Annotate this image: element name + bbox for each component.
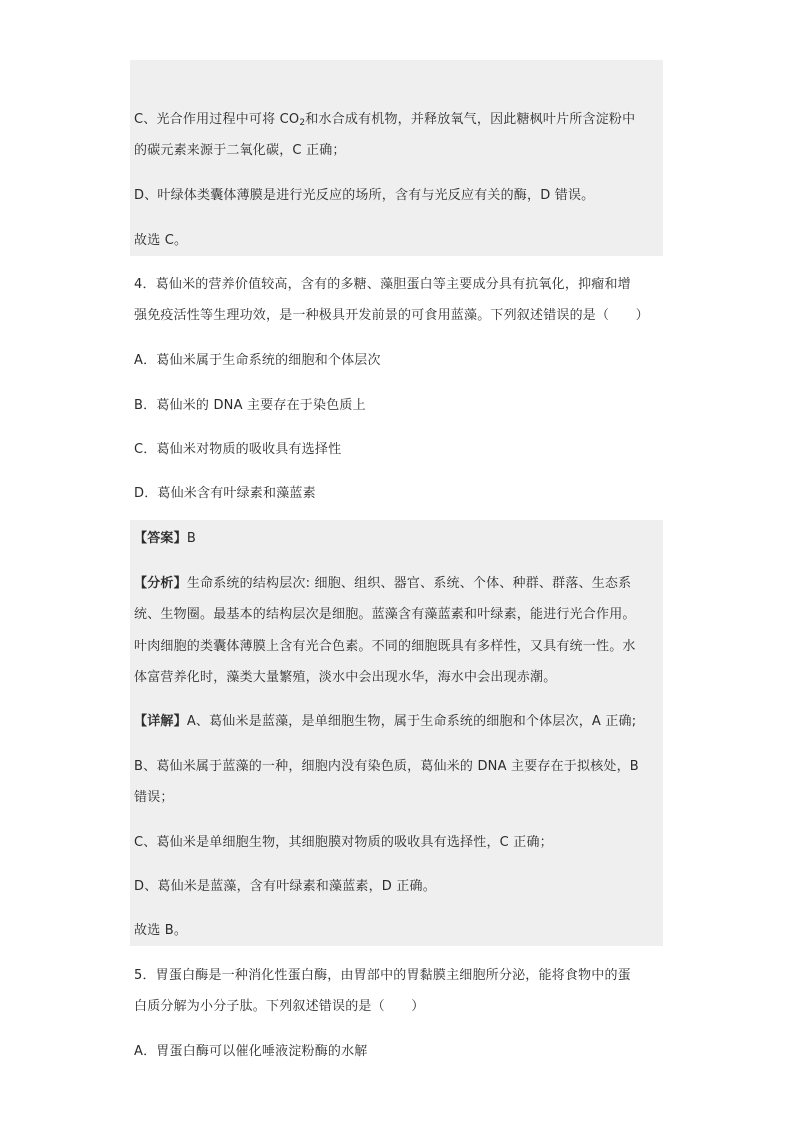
q5-option-a: A．胃蛋白酶可以催化唾液淀粉酶的水解 <box>134 1044 368 1059</box>
q4-analysis-line4: 体富营养化时，藻类大量繁殖，淡水中会出现水华，海水中会出现赤潮。 <box>134 670 557 685</box>
q3-detail-d-line: D、叶绿体类囊体薄膜是进行光反应的场所，含有与光反应有关的酶，D 错误。 <box>134 188 595 203</box>
q4-detail-a-line <box>134 714 636 730</box>
q4-option-a: A．葛仙米属于生命系统的细胞和个体层次 <box>134 353 381 368</box>
q4-analysis-line2: 统、生物圈。最基本的结构层次是细胞。蓝藻含有藻蓝素和叶绿素，能进行光合作用。 <box>134 607 636 622</box>
q4-answer <box>134 531 196 547</box>
q3-detail-c-line1 <box>134 112 635 131</box>
q4-stem-line2: 强免疫活性等生理功效，是一种极具开发前景的可食用蓝藻。下列叙述错误的是（ ） <box>134 308 649 323</box>
q4-analysis-line3: 叶肉细胞的类囊体薄膜上含有光合色素。不同的细胞既具有多样性，又具有统一性。水 <box>134 639 636 654</box>
detail-label: 【详解】 <box>134 714 187 729</box>
analysis-label: 【分析】 <box>134 576 187 591</box>
q4-stem-line1: 4．葛仙米的营养价值较高，含有的多糖、藻胆蛋白等主要成分具有抗氧化，抑瘤和增 <box>134 277 631 292</box>
q4-detail-b-line2: 错误； <box>134 790 174 805</box>
analysis-text-line1: 生命系统的结构层次: 细胞、组织、器官、系统、个体、种群、群落、生态系 <box>186 576 632 591</box>
q4-conclusion: 故选 B。 <box>134 923 188 938</box>
q5-stem-line2: 白质分解为小分子肽。下列叙述错误的是（ ） <box>134 999 425 1014</box>
answer-label: 【答案】 <box>134 531 187 546</box>
q3-detail-c-line2: 的碳元素来源于二氧化碳，C 正确； <box>134 143 346 158</box>
detail-a-text: A、葛仙米是蓝藻，是单细胞生物，属于生命系统的细胞和个体层次，A 正确; <box>186 714 637 729</box>
q4-option-b: B．葛仙米的 DNA 主要存在于染色质上 <box>134 398 366 413</box>
q4-analysis-line1 <box>134 576 631 592</box>
answer-value: B <box>186 531 196 546</box>
q4-detail-b-line1: B、葛仙米属于蓝藻的一种，细胞内没有染色质，葛仙米的 DNA 主要存在于拟核处，B <box>134 759 639 774</box>
q3-conclusion: 故选 C。 <box>134 233 188 248</box>
q3-c-text-part2: 和水合成有机物，并释放氧气，因此糖枫叶片所含淀粉中 <box>305 112 636 127</box>
q4-option-d: D．葛仙米含有叶绿素和藻蓝素 <box>134 486 316 501</box>
q5-stem-line1: 5．胃蛋白酶是一种消化性蛋白酶，由胃部中的胃黏膜主细胞所分泌，能将食物中的蛋 <box>134 968 631 983</box>
q4-detail-d-line: D、葛仙米是蓝藻，含有叶绿素和藻蓝素，D 正确。 <box>134 879 436 894</box>
q4-detail-c-line: C、葛仙米是单细胞生物，其细胞膜对物质的吸收具有选择性，C 正确； <box>134 835 553 850</box>
q3-c-text-part1: C、光合作用过程中可将 CO <box>134 112 300 127</box>
q3-c-subscript: 2 <box>299 118 306 128</box>
q4-option-c: C．葛仙米对物质的吸收具有选择性 <box>134 442 342 457</box>
